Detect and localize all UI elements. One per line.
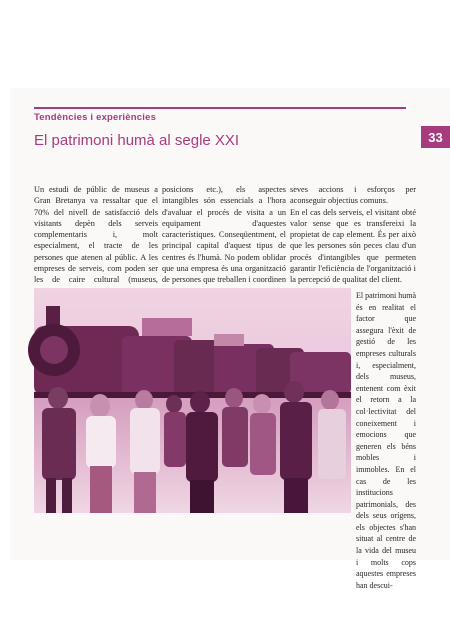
- article-title: El patrimoni humà al segle XXI: [34, 132, 240, 149]
- visitors-locomotives-photo: [34, 288, 351, 513]
- magazine-page: [10, 88, 450, 590]
- article-column-2: [162, 184, 286, 297]
- article-column-4: [356, 290, 416, 591]
- article-column-3: [290, 184, 416, 286]
- column-3-paragraph-1: seves accions i esforços per aconseguir objectius comuns.: [290, 185, 416, 206]
- column-2-text: posicions etc.), els aspectes intangibles són essencials a l'hora d'avaluar el procés de visita a un equipament d'aquestes característiques. Conseqüentment, el principal capital d'aquest tipus de centres és l'humà. No podem oblidar que una empresa és una organització de persones que treballen i coordinen: [162, 185, 286, 285]
- column-3-paragraph-2: En el cas dels serveis, el visitant obté valor sense que es transfereixi la propietat de cap element. És per això que les persones són peces clau d'un procés d'intangibles que permeten garantir l'eficiència de l'organització i la percepció de qualitat del client.: [290, 207, 416, 285]
- article-column-1: [34, 184, 158, 297]
- header-rule: [34, 107, 406, 109]
- column-4-text: El patrimoni humà és en realitat el factor que assegura l'èxit de gestió de les empreses culturals i, especialment, dels museus, entenent com èxit el retorn a la col·lectivitat del coneixement i emocions que generen els béns mobles i immobles. En el cas de les institucions patrimonials, des dels seus orígens, els objectes s'han situat al centre de la vida del museu i molts cops aquestes empreses han descui-: [356, 291, 416, 590]
- section-label: Tendències i experiències: [34, 112, 157, 123]
- column-1-text: Un estudi de públic de museus a Gran Bretanya va ressaltar que el 70% del nivell de satisfacció dels visitants depèn dels serveis complementaris i, molt especialment, el tracte de les persones que atenen al públic. A les empreses de serveis, com poden ser les de caire cultural (museus,: [34, 185, 158, 285]
- page-number: 33: [421, 126, 450, 148]
